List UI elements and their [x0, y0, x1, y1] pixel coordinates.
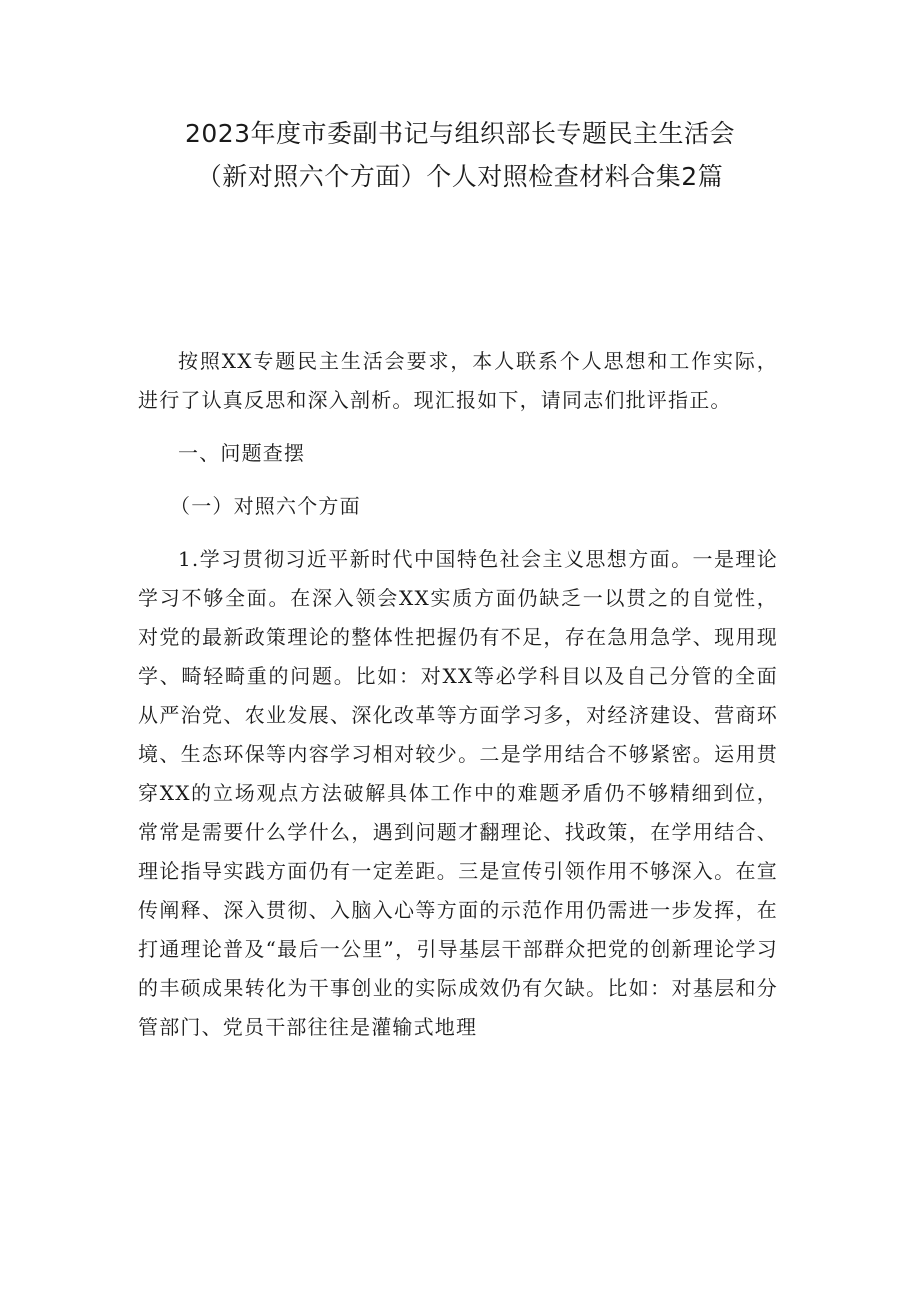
section-heading: 一、问题查摆	[178, 441, 306, 465]
intro-paragraph: 按照XX专题民主生活会要求，本人联系个人思想和工作实际，进行了认真反思和深入剖析。现汇报如下，请同志们批评指正。	[138, 349, 778, 412]
title-line-2: （新对照六个方面）个人对照检查材料合集2篇	[196, 162, 724, 191]
document-title	[100, 112, 820, 198]
item-paragraph: 1.学习贯彻习近平新时代中国特色社会主义思想方面。一是理论学习不够全面。在深入领会XX实质方面仍缺乏一以贯之的自觉性，对党的最新政策理论的整体性把握仍有不足，存在急用急学、现用现学、畸轻畸重的问题。比如：对XX等必学科目以及自己分管的全面从严治党、农业发展、深化改革等方面学习多，对经济建设、营商环境、生态环保等内容学习相对较少。二是学用结合不够紧密。运用贯穿XX的立场观点方法破解具体工作中的难题矛盾仍不够精细到位，常常是需要什么学什么，遇到问题才翻理论、找政策，在学用结合、理论指导实践方面仍有一定差距。三是宣传引领作用不够深入。在宣传阐释、深入贯彻、入脑入心等方面的示范作用仍需进一步发挥，在打通理论普及“最后一公里”，引导基层干部群众把党的创新理论学习的丰硕成果转化为干事创业的实际成效仍有欠缺。比如：对基层和分管部门、党员干部往往是灌输式地理	[138, 547, 778, 1039]
document-body	[138, 342, 778, 1047]
title-line-1: 2023年度市委副书记与组织部长专题民主生活会	[184, 119, 736, 148]
subsection-heading: （一）对照六个方面	[170, 494, 361, 518]
